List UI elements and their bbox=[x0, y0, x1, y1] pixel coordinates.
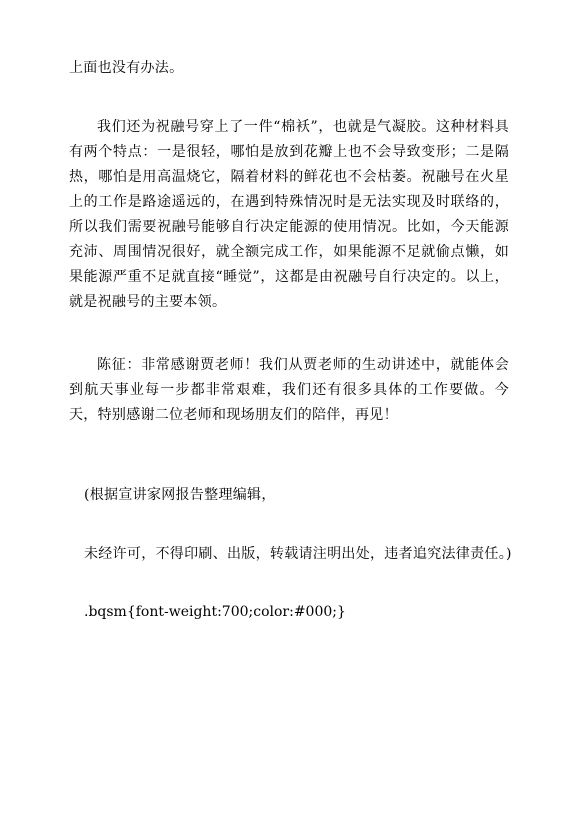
paragraph-zhurong-aerogel: 我们还为祝融号穿上了一件“棉袄”，也就是气凝胶。这种材料具有两个特点：一是很轻，哪怕是放到花瓣上也不会导致变形；二是隔热，哪怕是用高温烧它，隔着材料的鲜花也不会枯萎。祝融号在火星上的工作是路途遥远的，在遇到特殊情况时是无法实现及时联络的，所以我们需要祝融号能够自行决定能源的使用情况。比如，今天能源充沛、周围情况很好，就全额完成工作，如果能源不足就偷点懒，如果能源严重不足就直接“睡觉”，这都是由祝融号自行决定的。以上，就是祝融号的主要本领。 bbox=[69, 119, 509, 310]
source-note: (根据宣讲家网报告整理编辑， bbox=[84, 487, 276, 503]
paragraph-continuation: 上面也没有办法。 bbox=[69, 60, 184, 76]
copyright-note: 未经许可，不得印刷、出版，转载请注明出处，违者追究法律责任。) bbox=[84, 546, 512, 562]
stray-css-text: .bqsm{font-weight:700;color:#000;} bbox=[84, 604, 346, 620]
paragraph-closing-remarks: 陈征：非常感谢贾老师！我们从贾老师的生动讲述中，就能体会到航天事业每一步都非常艰难，我们还有很多具体的工作要做。今天，特别感谢二位老师和现场朋友们的陪伴，再见！ bbox=[69, 357, 509, 423]
